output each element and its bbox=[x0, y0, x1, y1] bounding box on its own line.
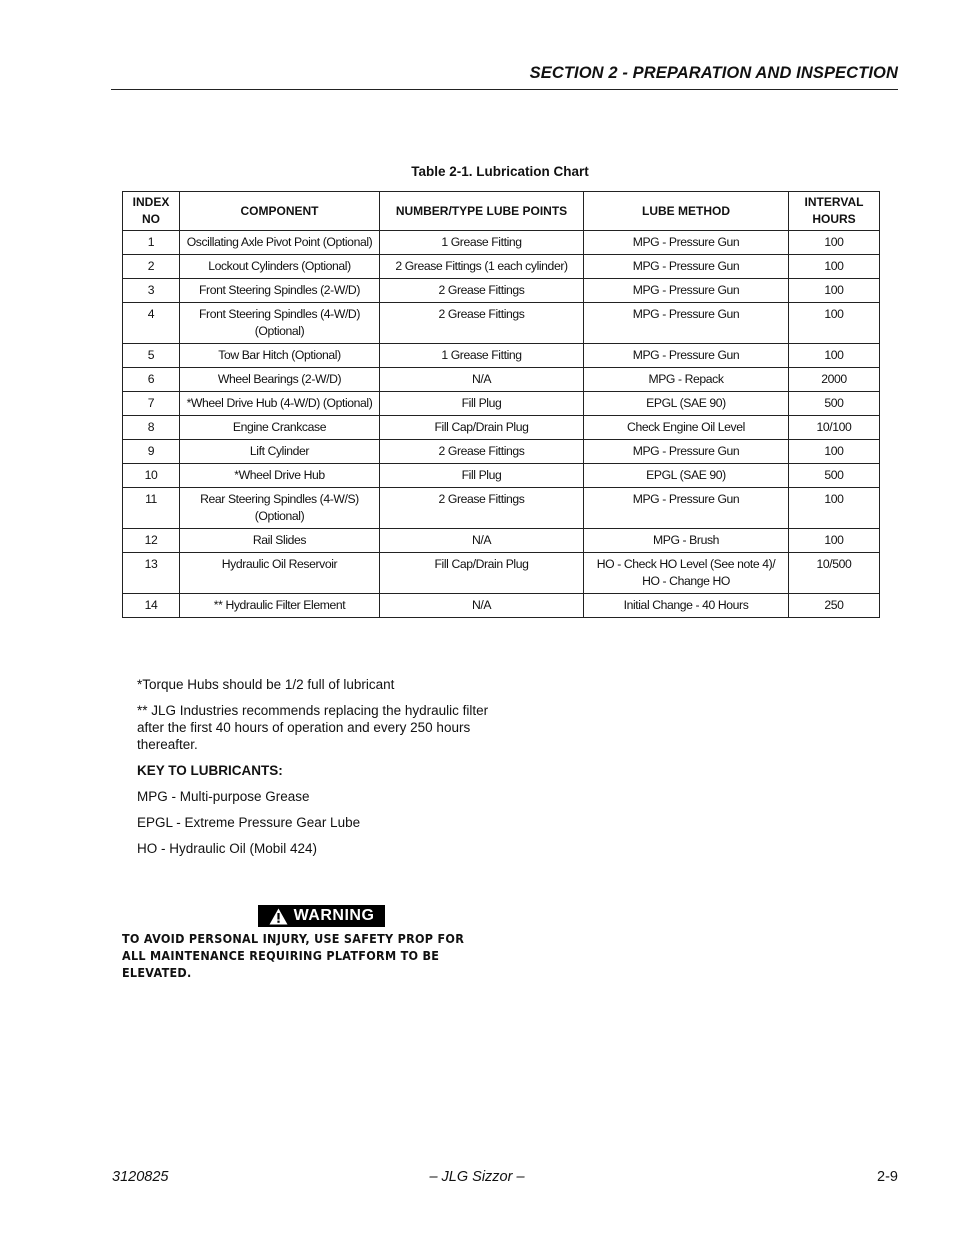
footer-doc-number: 3120825 bbox=[112, 1169, 169, 1185]
cell-index: 1 bbox=[123, 231, 180, 255]
cell-points: Fill Plug bbox=[380, 464, 584, 488]
cell-component: Rail Slides bbox=[180, 529, 380, 553]
cell-interval: 500 bbox=[789, 392, 880, 416]
cell-points: Fill Cap/Drain Plug bbox=[380, 553, 584, 594]
table-row bbox=[123, 488, 880, 529]
header-interval-line1: INTERVAL bbox=[804, 195, 864, 209]
table-row bbox=[123, 279, 880, 303]
cell-method: MPG - Pressure Gun bbox=[584, 255, 789, 279]
key-heading: KEY TO LUBRICANTS: bbox=[137, 763, 283, 778]
lubrication-table bbox=[122, 191, 880, 618]
cell-interval: 100 bbox=[789, 279, 880, 303]
cell-component: Lift Cylinder bbox=[180, 440, 380, 464]
cell-index: 13 bbox=[123, 553, 180, 594]
header-interval bbox=[789, 192, 880, 231]
cell-index: 10 bbox=[123, 464, 180, 488]
header-index-line2: NO bbox=[142, 212, 160, 226]
header-component: COMPONENT bbox=[180, 192, 380, 231]
cell-points: Fill Plug bbox=[380, 392, 584, 416]
cell-method: MPG - Pressure Gun bbox=[584, 344, 789, 368]
cell-component: Hydraulic Oil Reservoir bbox=[180, 553, 380, 594]
warning-text: TO AVOID PERSONAL INJURY, USE SAFETY PROP FOR ALL MAINTENANCE REQUIRING PLATFORM TO BE ELEVATED. bbox=[122, 932, 465, 980]
warning-label: WARNING bbox=[293, 907, 375, 924]
cell-index: 4 bbox=[123, 303, 180, 344]
key-item-epgl: EPGL - Extreme Pressure Gear Lube bbox=[137, 815, 361, 830]
footer-page-number: 2-9 bbox=[877, 1169, 898, 1185]
cell-points: 1 Grease Fitting bbox=[380, 231, 584, 255]
cell-component: Oscillating Axle Pivot Point (Optional) bbox=[180, 231, 380, 255]
cell-points: N/A bbox=[380, 368, 584, 392]
header-index-line1: INDEX bbox=[132, 195, 170, 209]
cell-method: MPG - Pressure Gun bbox=[584, 303, 789, 344]
cell-index: 3 bbox=[123, 279, 180, 303]
key-item-ho: HO - Hydraulic Oil (Mobil 424) bbox=[137, 841, 318, 856]
table-row bbox=[123, 464, 880, 488]
header-index bbox=[123, 192, 180, 231]
cell-interval: 100 bbox=[789, 488, 880, 529]
cell-interval: 10/500 bbox=[789, 553, 880, 594]
table-row bbox=[123, 416, 880, 440]
table-row bbox=[123, 368, 880, 392]
table-row bbox=[123, 344, 880, 368]
section-title: SECTION 2 - PREPARATION AND INSPECTION bbox=[529, 64, 898, 82]
table-body bbox=[123, 231, 880, 618]
cell-method: MPG - Pressure Gun bbox=[584, 279, 789, 303]
cell-method: MPG - Pressure Gun bbox=[584, 488, 789, 529]
cell-points: 2 Grease Fittings bbox=[380, 279, 584, 303]
cell-method: MPG - Pressure Gun bbox=[584, 231, 789, 255]
cell-points: 2 Grease Fittings bbox=[380, 303, 584, 344]
cell-component: Rear Steering Spindles (4-W/S) (Optional) bbox=[180, 488, 380, 529]
cell-component: Tow Bar Hitch (Optional) bbox=[180, 344, 380, 368]
table-row bbox=[123, 529, 880, 553]
footer-title: – JLG Sizzor – bbox=[429, 1169, 525, 1185]
cell-index: 7 bbox=[123, 392, 180, 416]
cell-component: *Wheel Drive Hub (4-W/D) (Optional) bbox=[180, 392, 380, 416]
cell-index: 9 bbox=[123, 440, 180, 464]
warning-badge bbox=[258, 905, 385, 927]
cell-interval: 100 bbox=[789, 529, 880, 553]
cell-interval: 250 bbox=[789, 594, 880, 618]
table-row bbox=[123, 255, 880, 279]
cell-component: Front Steering Spindles (4-W/D) (Optional) bbox=[180, 303, 380, 344]
cell-method: MPG - Pressure Gun bbox=[584, 440, 789, 464]
cell-component: ** Hydraulic Filter Element bbox=[180, 594, 380, 618]
table-row bbox=[123, 231, 880, 255]
header-rule bbox=[111, 89, 898, 90]
cell-component: Lockout Cylinders (Optional) bbox=[180, 255, 380, 279]
header-lube-points: NUMBER/TYPE LUBE POINTS bbox=[380, 192, 584, 231]
cell-method: Check Engine Oil Level bbox=[584, 416, 789, 440]
cell-method: MPG - Brush bbox=[584, 529, 789, 553]
table-row bbox=[123, 440, 880, 464]
cell-interval: 2000 bbox=[789, 368, 880, 392]
cell-points: N/A bbox=[380, 529, 584, 553]
cell-interval: 10/100 bbox=[789, 416, 880, 440]
torque-hubs-note: *Torque Hubs should be 1/2 full of lubricant bbox=[137, 677, 395, 692]
cell-index: 8 bbox=[123, 416, 180, 440]
cell-points: 2 Grease Fittings bbox=[380, 440, 584, 464]
cell-component: Wheel Bearings (2-W/D) bbox=[180, 368, 380, 392]
cell-points: 2 Grease Fittings bbox=[380, 488, 584, 529]
cell-interval: 100 bbox=[789, 303, 880, 344]
cell-index: 2 bbox=[123, 255, 180, 279]
filter-note: ** JLG Industries recommends replacing the hydraulic filter after the first 40 hours of operation and every 250 hours thereafter. bbox=[137, 703, 489, 752]
cell-points: Fill Cap/Drain Plug bbox=[380, 416, 584, 440]
cell-points: 1 Grease Fitting bbox=[380, 344, 584, 368]
cell-index: 12 bbox=[123, 529, 180, 553]
cell-component: *Wheel Drive Hub bbox=[180, 464, 380, 488]
cell-method: EPGL (SAE 90) bbox=[584, 464, 789, 488]
cell-index: 6 bbox=[123, 368, 180, 392]
cell-interval: 100 bbox=[789, 255, 880, 279]
header-lube-method: LUBE METHOD bbox=[584, 192, 789, 231]
notes bbox=[137, 676, 497, 866]
cell-interval: 100 bbox=[789, 231, 880, 255]
cell-points: N/A bbox=[380, 594, 584, 618]
header-interval-line2: HOURS bbox=[812, 212, 856, 226]
key-item-mpg: MPG - Multi-purpose Grease bbox=[137, 789, 310, 804]
table-caption: Table 2-1. Lubrication Chart bbox=[411, 164, 589, 179]
cell-interval: 100 bbox=[789, 344, 880, 368]
cell-interval: 500 bbox=[789, 464, 880, 488]
cell-interval: 100 bbox=[789, 440, 880, 464]
cell-method: MPG - Repack bbox=[584, 368, 789, 392]
cell-component: Front Steering Spindles (2-W/D) bbox=[180, 279, 380, 303]
table-row bbox=[123, 392, 880, 416]
table-row bbox=[123, 594, 880, 618]
cell-method: HO - Check HO Level (See note 4)/ HO - Change HO bbox=[584, 553, 789, 594]
table-header-row bbox=[123, 192, 880, 231]
warning-triangle-icon bbox=[269, 908, 288, 925]
cell-points: 2 Grease Fittings (1 each cylinder) bbox=[380, 255, 584, 279]
cell-index: 5 bbox=[123, 344, 180, 368]
cell-component: Engine Crankcase bbox=[180, 416, 380, 440]
table-row bbox=[123, 553, 880, 594]
cell-method: EPGL (SAE 90) bbox=[584, 392, 789, 416]
table-row bbox=[123, 303, 880, 344]
cell-method: Initial Change - 40 Hours bbox=[584, 594, 789, 618]
cell-index: 14 bbox=[123, 594, 180, 618]
cell-index: 11 bbox=[123, 488, 180, 529]
